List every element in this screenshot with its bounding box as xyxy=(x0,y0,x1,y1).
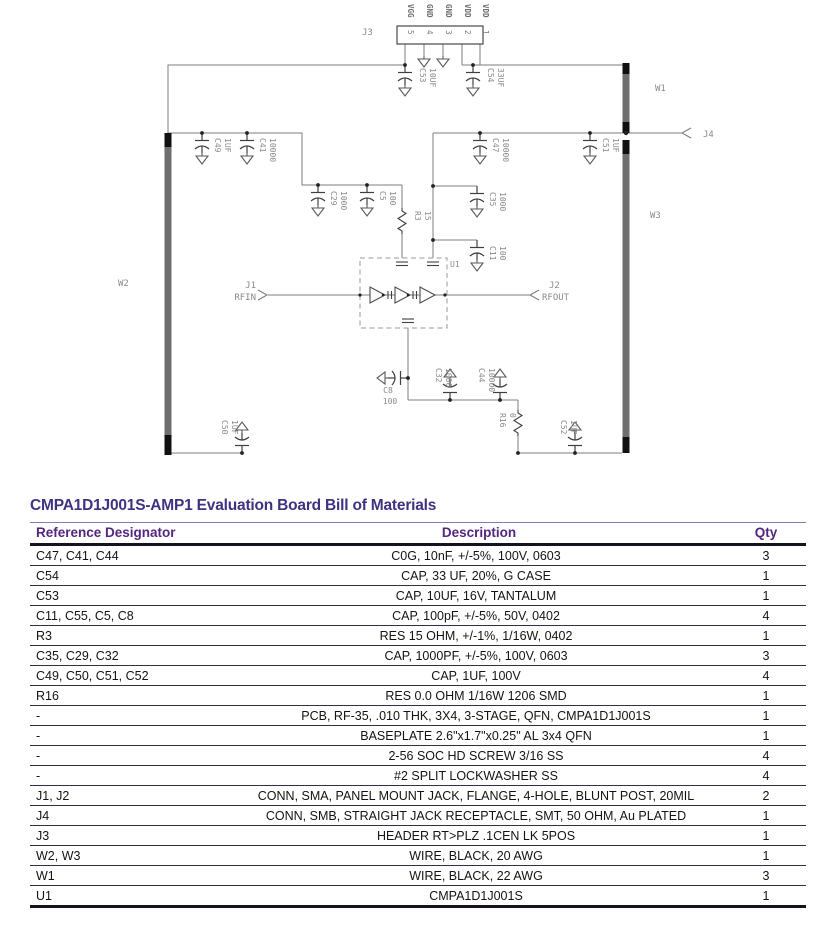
bom-cell-qty: 1 xyxy=(726,566,806,586)
bom-cell-desc: CAP, 1UF, 100V xyxy=(226,666,726,686)
bom-row xyxy=(30,886,806,907)
r16-ref: R16 xyxy=(498,413,507,428)
c47-val: 10000 xyxy=(501,138,510,163)
bom-cell-qty: 1 xyxy=(726,846,806,866)
bom-cell-qty: 1 xyxy=(726,626,806,646)
j3-pin3: 3 xyxy=(444,30,453,35)
c8-ref: C8 xyxy=(383,386,393,395)
c52-ref: C52 xyxy=(559,420,568,435)
bom-cell-ref: C54 xyxy=(30,566,226,586)
bom-cell-qty: 3 xyxy=(726,646,806,666)
bom-cell-desc: CAP, 100pF, +/-5%, 50V, 0402 xyxy=(226,606,726,626)
bom-cell-desc: PCB, RF-35, .010 THK, 3X4, 3-STAGE, QFN, CMPA1D1J001S xyxy=(226,706,726,726)
bom-cell-qty: 4 xyxy=(726,606,806,626)
bom-cell-ref: U1 xyxy=(36,888,52,903)
j3-label: J3 xyxy=(362,28,373,38)
c51-ref: C51 xyxy=(601,138,610,153)
bom-cell-qty: 1 xyxy=(726,686,806,706)
bom-cell-desc: HEADER RT>PLZ .1CEN LK 5POS xyxy=(226,826,726,846)
bom-cell-desc: BASEPLATE 2.6"x1.7"x0.25" AL 3x4 QFN xyxy=(226,726,726,746)
bom-row xyxy=(30,686,806,706)
r3-ref: R3 xyxy=(413,211,422,221)
bom-cell-ref: C35, C29, C32 xyxy=(30,646,226,666)
c41-ref: C41 xyxy=(258,138,267,153)
bom-cell-ref: - xyxy=(30,706,226,726)
c49-val: 1UF xyxy=(223,138,232,153)
j3-pin4: 4 xyxy=(425,30,434,35)
bom-row xyxy=(30,626,806,646)
component-labels xyxy=(213,68,620,435)
bom-cell-desc: CONN, SMA, PANEL MOUNT JACK, FLANGE, 4-HOLE, BLUNT POST, 20MIL xyxy=(226,786,726,806)
c50-val: 1UF xyxy=(230,420,239,435)
j3-net-gnd1: GND xyxy=(425,4,434,18)
c11-ref: C11 xyxy=(488,246,497,261)
bom-cell-ref: - xyxy=(30,726,226,746)
bom-cell-qty: 3 xyxy=(726,866,806,886)
c32-val: 1000 xyxy=(444,368,453,388)
bom-cell-ref: J4 xyxy=(30,806,226,826)
bom-cell-desc: WIRE, BLACK, 22 AWG xyxy=(226,866,726,886)
junction-dots xyxy=(200,63,628,455)
r16-val: 0 xyxy=(508,413,517,418)
c54-ref: C54 xyxy=(486,68,495,83)
c53-val: 10UF xyxy=(428,68,437,88)
c51-val: 1UF xyxy=(611,138,620,153)
bom-header-ref: Reference Designator xyxy=(30,523,226,545)
bom-row xyxy=(30,786,806,806)
c47-ref: C47 xyxy=(491,138,500,153)
bom-cell-ref: R3 xyxy=(30,626,226,646)
j1-label: J1 xyxy=(245,281,256,291)
bom-cell-qty: 1 xyxy=(762,888,770,903)
bom-row xyxy=(30,566,806,586)
w2-label: W2 xyxy=(118,279,129,289)
w1-label: W1 xyxy=(655,84,666,94)
bom-row xyxy=(30,806,806,826)
c29-val: 1000 xyxy=(339,191,348,211)
bom-row xyxy=(30,646,806,666)
bom-cell-qty: 1 xyxy=(726,586,806,606)
bom-header-row xyxy=(30,523,806,545)
bom-row xyxy=(30,826,806,846)
bom-cell-ref: C49, C50, C51, C52 xyxy=(30,666,226,686)
j3-pin5: 5 xyxy=(406,30,415,35)
u1-label: U1 xyxy=(450,260,460,269)
bom-row xyxy=(30,846,806,866)
bom-row xyxy=(30,666,806,686)
j2-net-label: RFOUT xyxy=(542,293,570,303)
bom-cell-ref: C47, C41, C44 xyxy=(30,545,226,566)
c49-ref: C49 xyxy=(213,138,222,153)
c11-val: 100 xyxy=(498,246,507,261)
bom-cell-desc: CAP, 10UF, 16V, TANTALUM xyxy=(226,586,726,606)
j1-net-label: RFIN xyxy=(234,293,256,303)
bom-cell-qty: 1 xyxy=(726,806,806,826)
bom-row xyxy=(30,606,806,626)
c5-val: 100 xyxy=(388,191,397,206)
bom-cell-ref: J1, J2 xyxy=(30,786,226,806)
bom-cell-ref: J3 xyxy=(30,826,226,846)
c29-ref: C29 xyxy=(329,191,338,206)
c35-ref: C35 xyxy=(488,192,497,207)
bom-row xyxy=(30,746,806,766)
j3-net-gnd2: GND xyxy=(444,4,453,18)
w3-label: W3 xyxy=(650,211,661,221)
bom-cell-qty: 3 xyxy=(726,545,806,566)
connector-j3 xyxy=(362,4,490,67)
c44-val: 10000 xyxy=(487,368,496,393)
bom-cell-qty: 1 xyxy=(726,706,806,726)
bom-cell-desc: WIRE, BLACK, 20 AWG xyxy=(226,846,726,866)
j3-pin1: 1 xyxy=(481,30,490,35)
bom-cell-qty: 2 xyxy=(726,786,806,806)
j4-label: J4 xyxy=(703,130,714,140)
bom-cell-ref: C53 xyxy=(30,586,226,606)
r3-val: 15 xyxy=(423,211,432,221)
j3-net-vdd1: VDD xyxy=(463,4,472,18)
bom-title: CMPA1D1J001S-AMP1 Evaluation Board Bill of Materials xyxy=(30,497,437,514)
bom-cell-desc: C0G, 10nF, +/-5%, 100V, 0603 xyxy=(226,545,726,566)
bom-cell-desc: RES 15 OHM, +/-1%, 1/16W, 0402 xyxy=(226,626,726,646)
bom-body xyxy=(30,545,806,907)
j3-net-vgg: VGG xyxy=(406,4,415,18)
j3-net-vdd2: VDD xyxy=(481,4,490,18)
bom-cell-desc: RES 0.0 OHM 1/16W 1206 SMD xyxy=(226,686,726,706)
amplifier-u1 xyxy=(360,258,460,328)
bom-row xyxy=(30,586,806,606)
bom-row xyxy=(30,766,806,786)
c41-val: 10000 xyxy=(268,138,277,163)
bom-cell-desc: 2-56 SOC HD SCREW 3/16 SS xyxy=(226,746,726,766)
bom-row xyxy=(30,726,806,746)
bom-cell-ref: W2, W3 xyxy=(30,846,226,866)
bom-row xyxy=(30,545,806,566)
capacitors xyxy=(195,65,597,453)
bom-header-desc: Description xyxy=(226,523,726,545)
c35-val: 1000 xyxy=(498,192,507,212)
bom-cell-qty: 1 xyxy=(726,826,806,846)
resistor-r3 xyxy=(398,208,406,234)
bom-cell-ref: W1 xyxy=(30,866,226,886)
c5-ref: C5 xyxy=(378,191,387,201)
j3-pin2: 2 xyxy=(463,30,472,35)
bom-cell-desc: #2 SPLIT LOCKWASHER SS xyxy=(226,766,726,786)
bom-cell-ref: - xyxy=(30,746,226,766)
bom-cell-ref: C11, C55, C5, C8 xyxy=(30,606,226,626)
bom-table xyxy=(30,522,806,908)
bom-cell-desc: CAP, 1000PF, +/-5%, 100V, 0603 xyxy=(226,646,726,666)
bom-header-qty: Qty xyxy=(726,523,806,545)
j2-label: J2 xyxy=(549,281,560,291)
bom-cell-desc: CONN, SMB, STRAIGHT JACK RECEPTACLE, SMT, 50 OHM, Au PLATED xyxy=(226,806,726,826)
bom-cell-qty: 4 xyxy=(726,766,806,786)
bom-cell-ref: - xyxy=(30,766,226,786)
bom-cell-ref: R16 xyxy=(30,686,226,706)
c32-ref: C32 xyxy=(434,368,443,383)
wires xyxy=(168,44,682,453)
bom-cell-qty: 1 xyxy=(726,726,806,746)
bom-row xyxy=(30,706,806,726)
c50-ref: C50 xyxy=(220,420,229,435)
c54-val: 33UF xyxy=(496,68,505,88)
c8-val: 100 xyxy=(382,397,398,406)
c52-val: 1UF xyxy=(569,420,578,435)
c53-ref: C53 xyxy=(418,68,427,83)
bom-row xyxy=(30,866,806,886)
c44-ref: C44 xyxy=(477,368,486,383)
bom-cell-qty: 4 xyxy=(726,666,806,686)
bom-cell-desc: CMPA1D1J001S xyxy=(429,888,523,903)
bom-cell-desc: CAP, 33 UF, 20%, G CASE xyxy=(226,566,726,586)
bom-cell-qty: 4 xyxy=(726,746,806,766)
